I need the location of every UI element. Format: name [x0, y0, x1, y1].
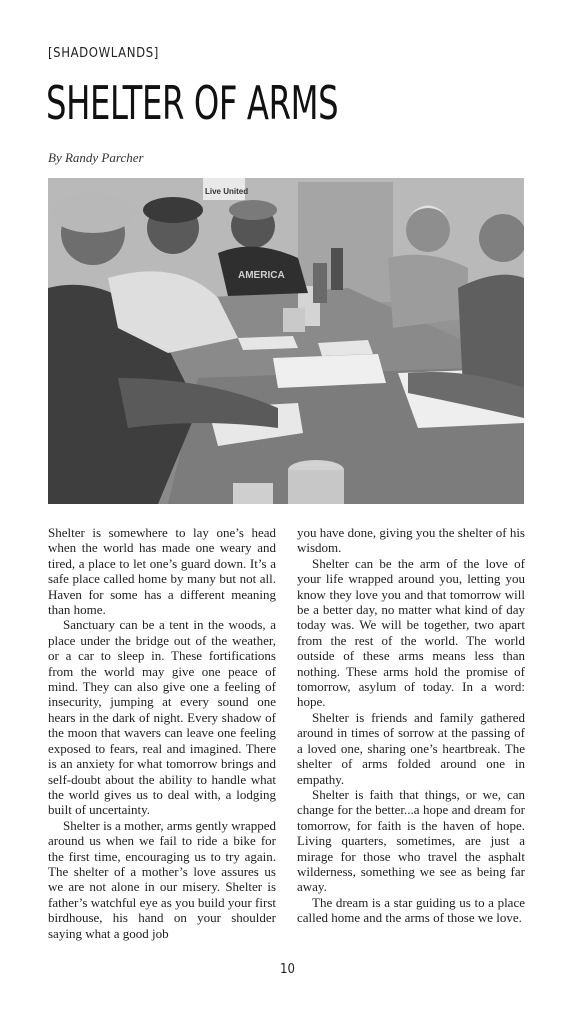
photo-bottle — [313, 263, 327, 303]
paragraph: The dream is a star guiding us to a place called home and the arms of those we love. — [297, 894, 525, 926]
photo-door — [298, 182, 393, 302]
photo-person-body — [388, 255, 468, 328]
paragraph: you have done, giving you the shelter of his wisdom. — [297, 525, 525, 556]
paragraph: Shelter is a mother, arms gently wrapped around us when we fail to ride a bike for the first time, encouraging us to try again. The shelter of a mother’s love assures us we are not alone in our misery. Shelter is father’s watchful eye as you build your first birdhouse, his hand on your shoulder saying what a good job — [48, 817, 276, 941]
photo-cup — [233, 483, 273, 504]
paragraph: Shelter can be the arm of the love of your life wrapped around you, letting you know they love you and that tomorrow will be a better day, no matter what kind of day today was. We will be together, two apart from the rest of the world. The world outside of these arms means less than nothing. These arms hold the promise of tomorrow, asylum of today. In a word: hope. — [297, 555, 525, 710]
photo-person-hat — [51, 193, 135, 233]
photo-cup — [283, 308, 305, 332]
paragraph: Shelter is friends and family gathered around in times of sorrow at the passing of a loved one, sharing one’s heartbreak. The shelter of arms folded around one in empathy. — [297, 709, 525, 787]
article-column-left — [48, 525, 276, 941]
photo-illustration — [48, 178, 524, 504]
photo-bottle — [331, 248, 343, 290]
photo-sign-text: Live United — [205, 187, 249, 196]
photo-paper — [273, 354, 386, 388]
paragraph: Shelter is somewhere to lay one’s head when the world has made one weary and tired, a place to let one’s guard down. It’s a safe place called home by many but not all. Haven for some has a different meaning than home. — [48, 525, 276, 618]
article-column-right — [297, 525, 525, 926]
section-tag: [SHADOWLANDS] — [48, 46, 159, 61]
photo-person-cap — [229, 200, 277, 220]
photo-person-head — [406, 208, 450, 252]
paragraph: Shelter is faith that things, or we, can change for the better...a hope and dream for tomorrow, for faith is the haven of hope. Living quarters, sometimes, are just a mirage for those who travel the asphalt wilderness, something we see as being far away. — [297, 786, 525, 895]
photo-shirt-text: AMERICA — [238, 270, 285, 281]
photo-person-bandana — [143, 197, 203, 223]
photo-paper — [238, 336, 298, 350]
article-title: SHELTER OF ARMS — [46, 76, 339, 130]
page-number: 10 — [280, 962, 295, 977]
byline: By Randy Parcher — [48, 150, 144, 165]
article-photo — [48, 178, 524, 504]
paragraph: Sanctuary can be a tent in the woods, a place under the bridge out of the weather, or a car to sleep in. These fortifications from the world may give one peace of mind. They can also give one a feeling of insecurity, jumping at every sound one hears in the dark of night. Every shadow of the moon that wavers can leave one feeling exposed to fears, real and imagined. There is an anxiety for what tomorrow brings and self-doubt about the ability to handle what the world gives us to deal with, a lodging built of uncertainty. — [48, 617, 276, 818]
photo-cup — [288, 470, 344, 504]
